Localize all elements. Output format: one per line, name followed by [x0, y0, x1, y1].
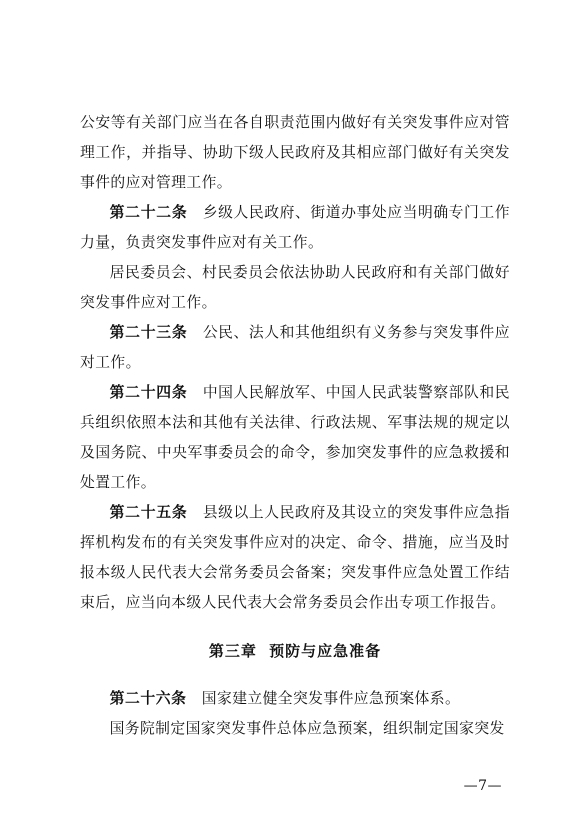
article-22-paragraph — [80, 198, 510, 258]
page-number: —7— — [463, 778, 502, 794]
paragraph-text: 公安等有关部门应当在各自职责范围内做好有关突发事件应对管理工作，并指导、协助下级人民政府及其相应部门做好有关突发事件的应对管理工作。 — [80, 114, 510, 191]
paragraph-text: 中国人民解放军、中国人民武装警察部队和民兵组织依照本法和其他有关法律、行政法规、军事法规的规定以及国务院、中央军事委员会的命令，参加突发事件的应急救援和处置工作。 — [80, 384, 510, 491]
article-number: 第二十四条 — [109, 384, 188, 401]
article-number: 第二十三条 — [109, 324, 188, 341]
paragraph-text: 公民、法人和其他组织有义务参与突发事件应对工作。 — [80, 324, 510, 371]
article-25-paragraph — [80, 498, 510, 618]
paragraph-text: 国家建立健全突发事件应急预案体系。 — [201, 690, 461, 707]
paragraph-text: 乡级人民政府、街道办事处应当明确专门工作力量，负责突发事件应对有关工作。 — [80, 204, 510, 251]
article-23-paragraph — [80, 318, 510, 378]
paragraph-continuation — [80, 108, 510, 198]
paragraph-text: 国务院制定国家突发事件总体应急预案，组织制定国家突发 — [109, 720, 505, 737]
article-number: 第二十五条 — [109, 504, 188, 521]
paragraph-text: 居民委员会、村民委员会依法协助人民政府和有关部门做好突发事件应对工作。 — [80, 264, 510, 311]
article-26-subparagraph — [80, 714, 510, 744]
article-number: 第二十二条 — [109, 204, 188, 221]
article-number: 第二十六条 — [109, 690, 187, 707]
document-body — [80, 108, 510, 744]
chapter-heading: 第三章 预防与应急准备 — [208, 642, 382, 660]
article-26-paragraph — [80, 684, 510, 714]
paragraph-text: 县级以上人民政府及其设立的突发事件应急指挥机构发布的有关突发事件应对的决定、命令、措施，应当及时报本级人民代表大会常务委员会备案；突发事件应急处置工作结束后，应当向本级人民代表大会常务委员会作出专项工作报告。 — [80, 504, 510, 611]
article-22-subparagraph — [80, 258, 510, 318]
article-24-paragraph — [80, 378, 510, 498]
